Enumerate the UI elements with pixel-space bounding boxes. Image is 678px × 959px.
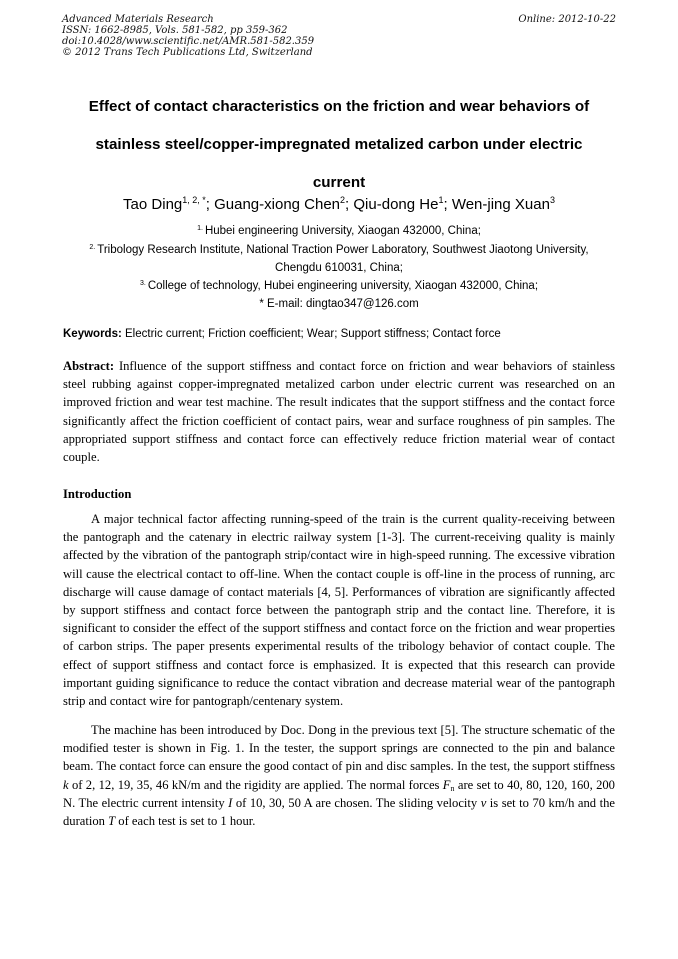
- author-name: Tao Ding: [123, 196, 183, 213]
- symbol-k: k: [63, 777, 69, 792]
- paragraph-text: of 2, 12, 19, 35, 46 kN/m and the rigidity are applied. The normal forces: [68, 777, 443, 792]
- symbol-subscript-n: n: [450, 783, 455, 793]
- title-line-1: Effect of contact characteristics on the friction and wear behaviors of: [88, 98, 590, 115]
- author-name: Wen-jing Xuan: [451, 196, 550, 213]
- symbol-T: T: [108, 814, 116, 829]
- issn-line: ISSN: 1662-8985, Vols. 581-582, pp 359-362: [62, 25, 288, 36]
- symbol-v: v: [480, 795, 487, 810]
- keywords: [63, 326, 619, 342]
- affiliation-3: [30, 277, 648, 295]
- paper-title: [40, 88, 638, 202]
- author-affiliation-mark: 1: [438, 195, 444, 205]
- affiliation-number: 1.: [197, 225, 203, 232]
- affiliation-number: 2.: [89, 244, 96, 251]
- running-header: [62, 14, 616, 58]
- corresponding-email[interactable]: * E-mail: dingtao347@126.com: [259, 298, 419, 310]
- keywords-label: Keywords:: [63, 328, 122, 340]
- author-separator: ;: [205, 196, 215, 213]
- doi-line[interactable]: doi:10.4028/www.scientific.net/AMR.581-582.359: [62, 36, 315, 47]
- keywords-text: Electric current; Friction coefficient; Wear; Support stiffness; Contact force: [125, 328, 501, 340]
- body-paragraph-1: A major technical factor affecting running-speed of the train is the current quality-receiving between the pantograph and the catenary in electric railway system [1-3]. The current-receiving quality is mainly affected by the vibration of the pantograph strip/contact wire in high-speed running. The excessive vibration will cause the electrical contact to off-line. When the contact couple is off-line in the process of running, arc discharge will cause damage of contact materials [4, 5]. Performances of vibration are significantly affected by support stiffness and contact force between the pantograph strip and the contact line. Therefore, it is significant to consider the effect of the support stiffness and contact force on the friction and wear properties of carbon strips. The paper presents experimental results of the tribology behavior of contact couple. The effect of support stiffness and contact force is emphasized. It is expected that this research can provide important guiding significance to reduce the contact vibration and decrease material wear of the pantograph strip and contact wire for pantograph/centenary system.: [63, 512, 615, 709]
- author-list: [20, 195, 658, 215]
- symbol-F: F: [442, 777, 451, 792]
- affiliation-number: 3.: [139, 280, 146, 287]
- author-affiliation-mark: 1, 2, *: [182, 195, 206, 205]
- paragraph-text: of each test is set to 1 hour.: [115, 814, 256, 829]
- paragraph-text: is set to 70 km/h and the duration: [63, 795, 615, 829]
- author-name: Qiu-dong He: [353, 196, 439, 213]
- author-separator: ;: [443, 196, 452, 213]
- abstract-label: Abstract:: [63, 359, 115, 373]
- author-affiliation-mark: 2: [340, 195, 346, 205]
- copyright-line: © 2012 Trans Tech Publications Ltd, Switzerland: [62, 47, 313, 58]
- affiliation-text: Tribology Research Institute, National Traction Power Laboratory, Southwest Jiaotong University,: [97, 244, 589, 256]
- paragraph-text: are set to 40, 80, 120, 160, 200 N. The electric current intensity: [63, 777, 615, 810]
- affiliation-text: College of technology, Hubei engineering university, Xiaogan 432000, China;: [147, 280, 539, 292]
- affiliation-text: Hubei engineering University, Xiaogan 432000, China;: [204, 225, 481, 237]
- abstract: [63, 357, 615, 466]
- author-separator: ;: [345, 196, 354, 213]
- title-line-2: stainless steel/copper-impregnated metalized carbon under electric: [95, 136, 583, 153]
- affiliation-2-continued: Chengdu 610031, China;: [275, 262, 403, 274]
- affiliation-2: [30, 241, 648, 259]
- title-line-3: current: [312, 174, 366, 191]
- online-date: Online: 2012-10-22: [518, 14, 616, 25]
- body-paragraph-2: [63, 721, 615, 830]
- paragraph-text: of 10, 30, 50 A are chosen. The sliding velocity: [232, 795, 481, 810]
- section-heading-introduction: Introduction: [63, 487, 132, 501]
- affiliation-1: [30, 222, 648, 240]
- journal-name: Advanced Materials Research: [62, 14, 214, 25]
- author-affiliation-mark: 3: [549, 195, 555, 205]
- symbol-I: I: [228, 795, 233, 810]
- abstract-text: Influence of the support stiffness and contact force on friction and wear behaviors of stainless steel rubbing against copper-impregnated metalized carbon under electric current was researched on an improved friction and wear test machine. The result indicates that the support stiffness and the contact force significantly affect the friction coefficient of contact pairs, wear and surface roughness of pin samples. The appropriated support stiffness and contact force can effectively reduce friction material wear of contact couple.: [63, 359, 615, 465]
- author-name: Guang-xiong Chen: [214, 196, 341, 213]
- paragraph-text: The machine has been introduced by Doc. Dong in the previous text [5]. The structure schematic of the modified tester is shown in Fig. 1. In the tester, the support springs are connected to the pin and balance beam. The contact force can ensure the good contact of pin and disc samples. In the test, the support stiffness: [63, 723, 615, 774]
